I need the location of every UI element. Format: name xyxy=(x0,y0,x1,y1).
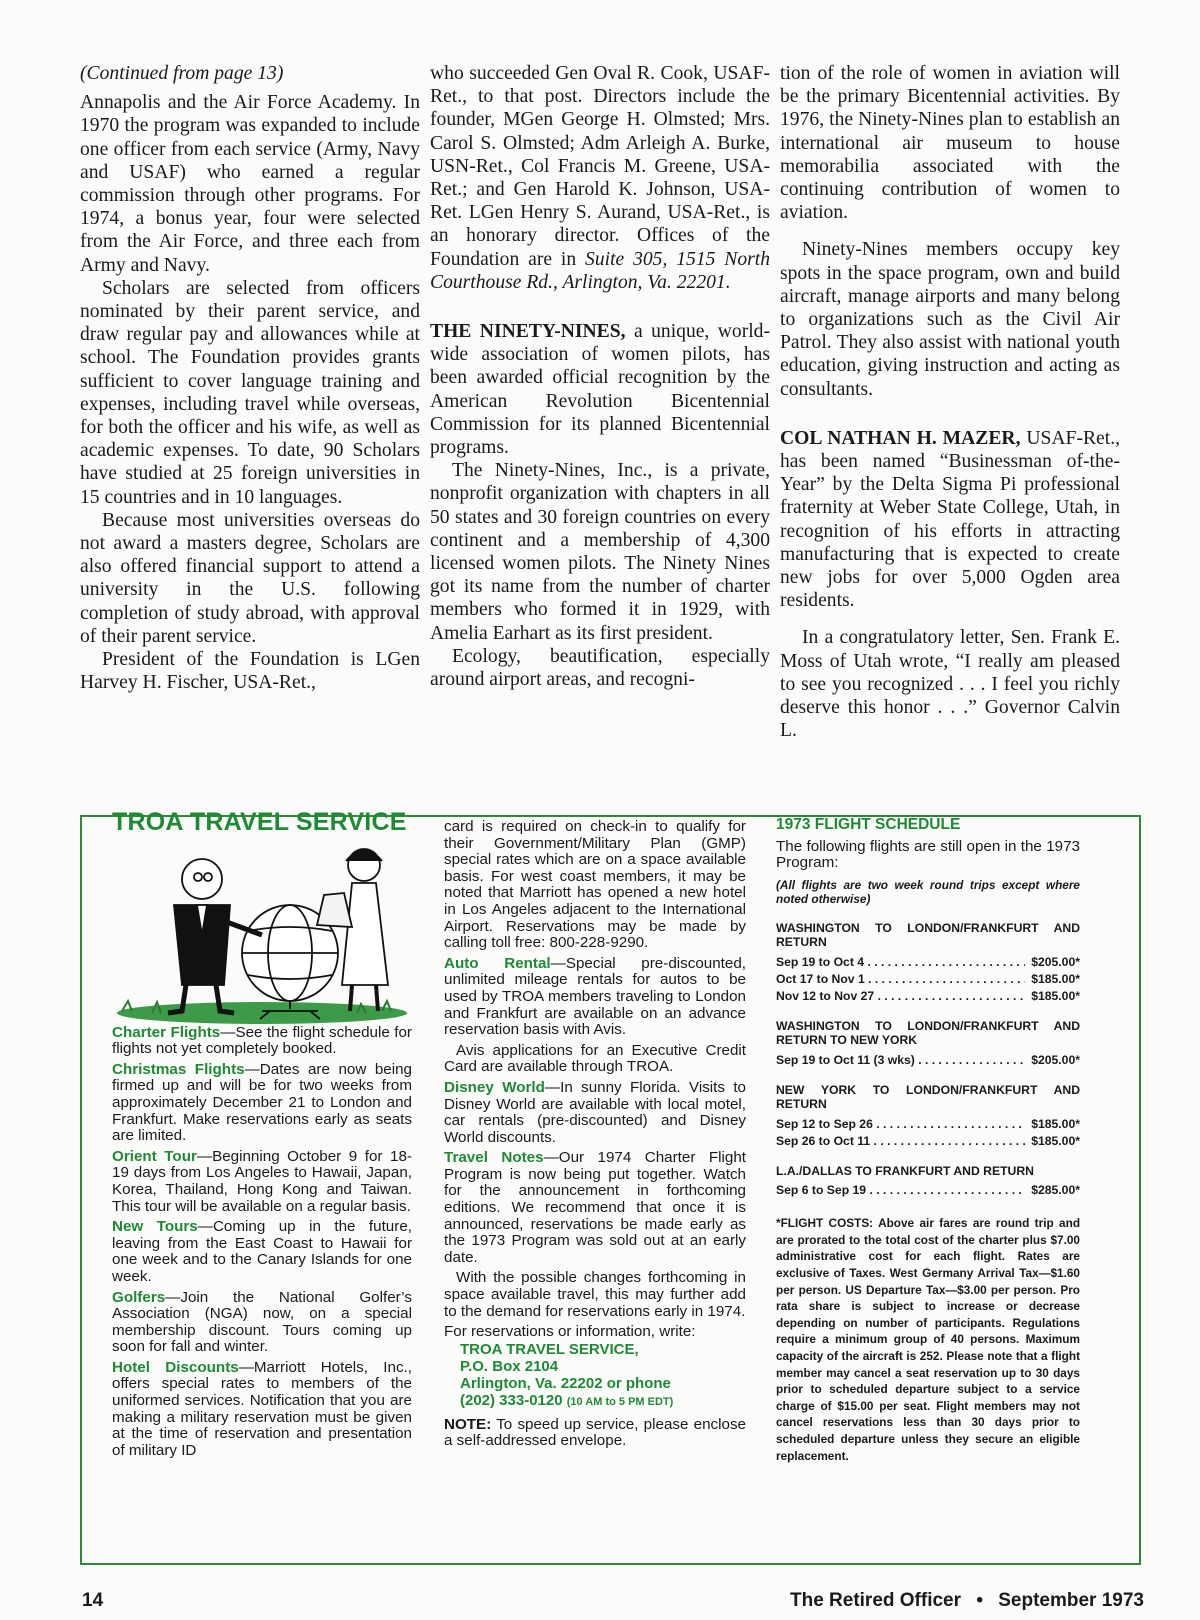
service-text: —Special pre-discounted, unlimited mileage rentals for autos to be used by TROA members traveling to London and Frankfurt are available on an advance reservation basis with Avis. xyxy=(444,954,746,1039)
service-text: —Beginning October 9 for 18-19 days from Los Angeles to Hawaii, Japan, Korea, Thailand, Hong Kong and Taiwan. This tour will be available on a regular basis. xyxy=(112,1147,412,1215)
service-label: Auto Rental xyxy=(444,954,551,972)
flight-dates: Nov 12 to Nov 27 . . . xyxy=(776,988,1025,1005)
service-item xyxy=(444,1080,746,1146)
service-item xyxy=(112,1025,412,1058)
continued-note: (Continued from page 13) xyxy=(80,63,284,84)
flight-row xyxy=(776,1182,1080,1199)
service-item xyxy=(444,956,746,1039)
office-hours: (10 AM to 5 PM EDT) xyxy=(566,1395,674,1408)
section-heading: THE NINETY-NINES, xyxy=(430,321,626,343)
flight-price: $185.00* xyxy=(1031,971,1080,986)
service-text: —Marriott Hotels, Inc., offers special rates to members of the uniformed services. Notification that you are making a military reservation must be given at the time of reservation and presentation of military ID xyxy=(112,1358,412,1459)
article-column-1 xyxy=(80,62,420,694)
flight-row xyxy=(776,988,1080,1005)
travel-notes-text: With the possible changes forthcoming in space available travel, this may further add to the demand for reservations early in 1974. xyxy=(444,1269,746,1320)
address-line: Arlington, Va. 22202 or phone xyxy=(460,1374,671,1392)
service-text: —In sunny Florida. Visits to Disney World are available with local motel, car rentals (pre-discounted) and Disney World discounts. xyxy=(444,1078,746,1146)
schedule-intro: The following flights are still open in the 1973 Program: xyxy=(776,837,1080,872)
article-paragraph: In a congratulatory letter, Sen. Frank E. Moss of Utah wrote, “I really am pleased to see you recognized . . . I feel you richly deserve this honor . . .” Governor Calvin L. xyxy=(780,627,1120,742)
flight-dates: Oct 17 to Nov 1 . . . xyxy=(776,971,1025,988)
route-heading: L.A./DALLAS TO FRANKFURT AND RETURN xyxy=(776,1163,1034,1178)
note-text: To speed up service, please enclose a self-addressed envelope. xyxy=(444,1415,746,1450)
flight-price: $205.00* xyxy=(1031,1052,1080,1067)
avis-text: Avis applications for an Executive Credit Card are available through TROA. xyxy=(444,1041,746,1076)
service-label: Hotel Discounts xyxy=(112,1358,239,1376)
article-column-2 xyxy=(430,62,770,691)
service-label: New Tours xyxy=(112,1218,198,1236)
route-flights xyxy=(776,1052,1080,1069)
article-paragraph xyxy=(780,427,1120,613)
service-item xyxy=(112,1149,412,1215)
foundation-text: who succeeded Gen Oval R. Cook, USAF-Ret., to that post. Directors include the founder, MGen George H. Olmsted; Mrs. Carol S. Olmsted; Adm Arleigh A. Burke, USN-Ret., Col Francis M. Greene, USA-Ret.; and Gen Harold K. Johnson, USA-Ret. LGen Henry S. Aurand, USA-Ret., is an honorary director. Offices of the Foundation are in xyxy=(430,63,770,270)
service-item xyxy=(444,1150,746,1266)
phone-number: (202) 333-0120 xyxy=(460,1391,563,1409)
flight-dates: Sep 26 to Oct 11 . . . xyxy=(776,1133,1025,1150)
article-paragraph: Annapolis and the Air Force Academy. In 1970 the program was expanded to include one officer from each service (Army, Navy and USAF) who earned a regular commission through other programs. For 1974, a bonus year, four were selected from the Air Force, and three each from Army and Navy. xyxy=(80,92,420,276)
flight-row xyxy=(776,1133,1080,1150)
service-label: Christmas Flights xyxy=(112,1060,245,1078)
cartoon-grass xyxy=(117,1001,407,1024)
phone-line xyxy=(460,1392,746,1411)
publication-name: The Retired Officer xyxy=(789,1590,962,1611)
article-paragraph: Ecology, beautification, especially around airport areas, and recogni- xyxy=(430,645,770,691)
travel-cartoon-illustration xyxy=(112,835,412,1025)
flight-costs-note xyxy=(776,1215,1080,1464)
article-column-3 xyxy=(780,62,1120,742)
ninety-nines-intro: a unique, world-wide association of women pilots, has been awarded official recognition by the American Revolution Bicentennial Commission for its planned Bicentennial programs. xyxy=(430,321,770,459)
service-text: —Our 1974 Charter Flight Program is now being put together. Watch for the announcement in forthcoming editions. We recommend that once it is announced, reservations be made early as the 1973 Program was sold out at an early date. xyxy=(444,1149,746,1266)
flight-schedule xyxy=(776,817,1080,1464)
article-paragraph: President of the Foundation is LGen Harvey H. Fischer, USA-Ret., xyxy=(80,649,420,694)
service-list xyxy=(112,1025,412,1460)
mazer-text: USAF-Ret., has been named “Businessman of-the-Year” by the Delta Sigma Pi professional fraternity at Weber State College, Utah, in recognition of his efforts in attracting manufacturing that is expected to create new jobs for over 5,000 Ogden area residents. xyxy=(780,427,1120,612)
route-heading: WASHINGTON TO LONDON/FRANKFURT AND RETURN xyxy=(776,920,1080,950)
footer-bullet: • xyxy=(976,1590,983,1611)
article-paragraph: tion of the role of women in aviation will be the primary Bicentennial activities. By 1976, the Ninety-Nines plan to establish an international air museum to house memorabilia associated with the continuing contribution of women to aviation. xyxy=(780,63,1120,224)
flight-row xyxy=(776,1116,1080,1133)
route-flights xyxy=(776,954,1080,1005)
route-heading: WASHINGTON TO LONDON/FRANKFURT AND RETURN TO NEW YORK xyxy=(776,1018,1080,1048)
publication-date: September 1973 xyxy=(998,1590,1144,1611)
flight-costs-label: *FLIGHT COSTS: xyxy=(776,1216,874,1231)
note-label: NOTE: xyxy=(444,1415,492,1433)
flight-price: $185.00* xyxy=(1031,1133,1080,1148)
foundation-address: Suite 305, 1515 North Courthouse Rd., Arlington, Va. 22201. xyxy=(430,248,771,293)
schedule-title: 1973 FLIGHT SCHEDULE xyxy=(776,816,961,833)
service-text: —See the flight schedule for flights not yet completely booked. xyxy=(112,1023,412,1058)
flight-row xyxy=(776,954,1080,971)
address-line: TROA TRAVEL SERVICE, xyxy=(460,1340,639,1358)
service-label: Golfers xyxy=(112,1288,166,1306)
service-item xyxy=(112,1360,412,1460)
article-paragraph xyxy=(430,62,770,294)
flight-price: $285.00* xyxy=(1031,1183,1080,1198)
route-flights xyxy=(776,1182,1080,1199)
box-column-left xyxy=(112,808,412,1463)
address-line: P.O. Box 2104 xyxy=(460,1357,559,1375)
box-title: TROA TRAVEL SERVICE xyxy=(112,808,407,836)
service-text: —Coming up in the future, leaving from the East Coast to Hawaii for one week and to the Canary Islands for one week. xyxy=(112,1218,412,1285)
service-label: Orient Tour xyxy=(112,1147,197,1165)
article-paragraph: Because most universities overseas do not award a masters degree, Scholars are also offered financial support to attend a university in the U.S. following completion of study abroad, with approval of their parent service. xyxy=(80,509,420,647)
flight-price: $205.00* xyxy=(1031,954,1080,969)
article-paragraph: Scholars are selected from officers nominated by their parent service, and draw regular pay and allowances while at school. The Foundation provides grants sufficient to cover language training and expenses, including travel while overseas, for both the officer and his wife, as well as academic expenses. To date, 90 Scholars have studied at 25 foreign universities in 15 countries and in 10 languages. xyxy=(80,277,420,508)
flight-costs-text: Above air fares are round trip and are prorated to the total cost of the charter plus $7.00 administrative cost for each flight. Rates are exclusive of Taxes. West Germany Arrival Tax—$1.60 per person. US Departure Tax—$3.00 per person. Pro rata share is subject to increase or decrease depending on number of participants. Regulations require a minimum group of 40 persons. Maximum capacity of the aircraft is 252. Please note that a flight member may cancel a seat reservation up to 30 days prior to scheduled departure subject to a service charge of $15.00 per seat. Flight members may not cancel reservations less than 30 days prior to scheduled departure unless they secure an eligible replacement. xyxy=(776,1216,1081,1463)
service-item xyxy=(112,1219,412,1285)
flight-price: $185.00* xyxy=(1031,1116,1080,1131)
service-label: Travel Notes xyxy=(444,1149,544,1167)
service-label: Charter Flights xyxy=(112,1023,221,1041)
troa-travel-service-box xyxy=(80,808,1141,1565)
route-flights xyxy=(776,1116,1080,1150)
hotel-continued-text: card is required on check-in to qualify for their Government/Military Plan (GMP) special rates which are on a space available basis. For west coast members, it may be noted that Marriott has opened a new hotel in Los Angeles adjacent to the International Airport. Reservations may be made by calling toll free: 800-228-9290. xyxy=(444,818,746,952)
article-paragraph: Ninety-Nines members occupy key spots in the space program, own and build aircraft, manage airports and many belong to organizations such as the Civil Air Patrol. They also assist with national youth education, giving instruction and acting as consultants. xyxy=(780,239,1120,400)
article-paragraph xyxy=(430,320,770,459)
flight-dates: Sep 12 to Sep 26 . . . xyxy=(776,1116,1025,1133)
service-item xyxy=(112,1062,412,1145)
flight-dates: Sep 6 to Sep 19 . . . xyxy=(776,1182,1025,1199)
schedule-subnote: (All flights are two week round trips except where noted otherwise) xyxy=(776,877,1080,907)
service-item xyxy=(112,1290,412,1356)
flight-row xyxy=(776,971,1080,988)
article-paragraph: The Ninety-Nines, Inc., is a private, nonprofit organization with chapters in all 50 states and 30 foreign countries on every continent and a membership of 4,300 licensed women pilots. The Ninety Nines got its name from the number of charter members who formed it in 1929, with Amelia Earhart as its first president. xyxy=(430,460,770,644)
route-heading: NEW YORK TO LONDON/FRANKFURT AND RETURN xyxy=(776,1082,1080,1112)
service-text: —Dates are now being firmed up and will be for two weeks from approximately December 21 to London and Frankfurt. Make reservations early as seats are limited. xyxy=(112,1060,412,1145)
service-text: —Join the National Golfer’s Association (NGA) now, on a special membership discount. Tours coming up soon for fall and winter. xyxy=(112,1288,412,1356)
contact-intro: For reservations or information, write: xyxy=(444,1323,696,1341)
flight-dates: Sep 19 to Oct 4 . . . xyxy=(776,954,1025,971)
flight-row xyxy=(776,1052,1080,1069)
contact-address xyxy=(444,1341,746,1411)
box-column-middle xyxy=(444,819,746,1454)
service-label: Disney World xyxy=(444,1078,545,1096)
flight-dates: Sep 19 to Oct 11 (3 wks) . . . xyxy=(776,1052,1025,1069)
publication-footer xyxy=(790,1590,1144,1612)
page-number: 14 xyxy=(82,1590,104,1611)
flight-price: $185.00* xyxy=(1031,988,1080,1003)
note xyxy=(444,1417,746,1450)
section-heading: COL NATHAN H. MAZER, xyxy=(780,427,1021,449)
